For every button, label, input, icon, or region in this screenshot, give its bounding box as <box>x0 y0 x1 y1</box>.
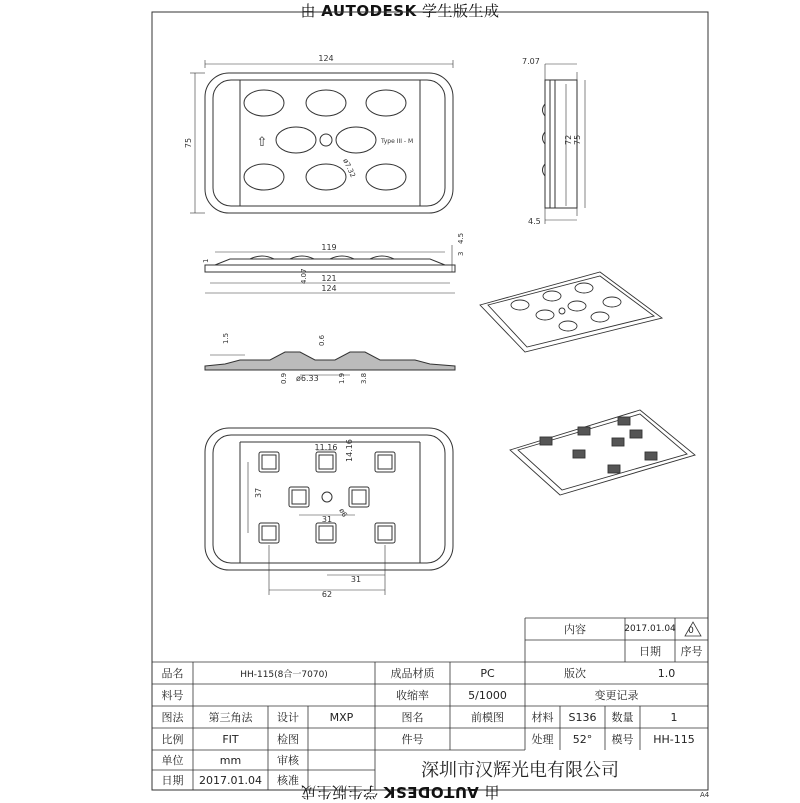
bottom-d1116-dim: 11.16 <box>314 443 338 452</box>
top-height-dim: 75 <box>184 137 193 149</box>
section-d09-dim: 0.9 <box>280 372 288 384</box>
date-label: 日期 <box>161 774 184 787</box>
type-label: Type III - M <box>381 138 414 145</box>
shrink-value: 5/1000 <box>468 688 507 702</box>
section-d19-dim: 1.9 <box>338 372 346 384</box>
qty-value: 1 <box>670 710 678 724</box>
section-d15-dim: 1.5 <box>222 332 230 344</box>
bottom-d31b-dim: 31 <box>350 575 362 584</box>
scale-label: 比例 <box>161 733 184 746</box>
version-value: 1.0 <box>657 666 676 680</box>
revision-mark: 0 <box>688 626 694 636</box>
section-d633-dim: ø6.33 <box>296 374 319 383</box>
method-label: 图法 <box>161 711 184 724</box>
part-name-value: HH-115(8合一7070) <box>240 669 328 680</box>
process-value: 52° <box>572 732 593 746</box>
scale-value: FIT <box>222 732 239 746</box>
date-header: 日期 <box>639 645 661 658</box>
iso-view-bottom <box>510 410 695 495</box>
top-hole-dim: ø7.32 <box>341 157 357 179</box>
approve-label: 核准 <box>277 774 299 787</box>
mold-value: HH-115 <box>653 732 695 746</box>
material-value: PC <box>480 666 495 680</box>
mat-value: S136 <box>568 710 597 724</box>
unit-label: 单位 <box>161 754 184 767</box>
front-h45-dim: 4.5 <box>457 232 465 244</box>
section-view <box>205 352 455 375</box>
side-depth-bottom-dim: 4.5 <box>528 217 541 226</box>
side-height-inner-dim: 72 <box>564 134 573 145</box>
version-label: 版次 <box>564 667 586 680</box>
unit-value: mm <box>219 753 242 767</box>
watermark-top: 由 AUTODESK 学生版生成 <box>300 2 500 20</box>
front-w121-dim: 121 <box>321 274 337 283</box>
bottom-view <box>205 428 453 595</box>
process-label: 处理 <box>531 733 554 746</box>
method-value: 第三角法 <box>208 711 253 724</box>
front-h1-dim: 1 <box>202 258 210 263</box>
front-w124-dim: 124 <box>321 284 337 293</box>
bottom-d1416-dim: 14.16 <box>345 439 354 462</box>
section-d06-dim: 0.6 <box>318 334 326 346</box>
side-height-outer-dim: 75 <box>573 134 582 145</box>
front-w119-dim: 119 <box>321 243 337 252</box>
bottom-d31-dim: 31 <box>321 515 333 524</box>
arrow-up-icon: ⇧ <box>256 135 268 150</box>
section-d38-dim: 3.8 <box>360 372 368 384</box>
company-name: 深圳市汉辉光电有限公司 <box>421 760 619 781</box>
bottom-hole-dim: ø6 <box>337 507 349 519</box>
top-view <box>190 60 453 213</box>
bottom-d37-dim: 37 <box>254 487 263 498</box>
front-h3-dim: 3 <box>457 251 465 256</box>
change-record-label: 变更记录 <box>594 689 639 702</box>
iso-view-top <box>480 272 662 352</box>
mat-label: 材料 <box>531 711 554 724</box>
check-label: 检图 <box>277 733 299 746</box>
revision-date: 2017.01.04 <box>624 624 676 634</box>
review-label: 审核 <box>277 754 299 767</box>
watermark-bottom: 由 AUTODESK 学生版生成 <box>300 783 500 801</box>
front-h407-dim: 4.07 <box>300 268 308 284</box>
part-name-label: 品名 <box>161 667 184 680</box>
drawing-name-label: 图名 <box>401 711 424 724</box>
bottom-d62-dim: 62 <box>321 590 333 599</box>
design-label: 设计 <box>277 711 299 724</box>
drawing-name-value: 前模图 <box>471 711 504 724</box>
top-width-dim: 124 <box>318 54 334 63</box>
design-value: MXP <box>329 710 354 724</box>
item-label: 件号 <box>401 733 424 746</box>
content-header: 内容 <box>564 623 586 636</box>
seq-header: 序号 <box>680 645 703 658</box>
side-depth-top-dim: 7.07 <box>522 57 540 66</box>
sheet-size: A4 <box>700 791 710 799</box>
material-label: 成品材质 <box>390 667 435 680</box>
date-value: 2017.01.04 <box>199 773 262 787</box>
qty-label: 数量 <box>611 711 634 724</box>
mold-label: 模号 <box>611 733 634 746</box>
part-no-label: 料号 <box>161 689 184 702</box>
shrink-label: 收缩率 <box>396 689 429 702</box>
